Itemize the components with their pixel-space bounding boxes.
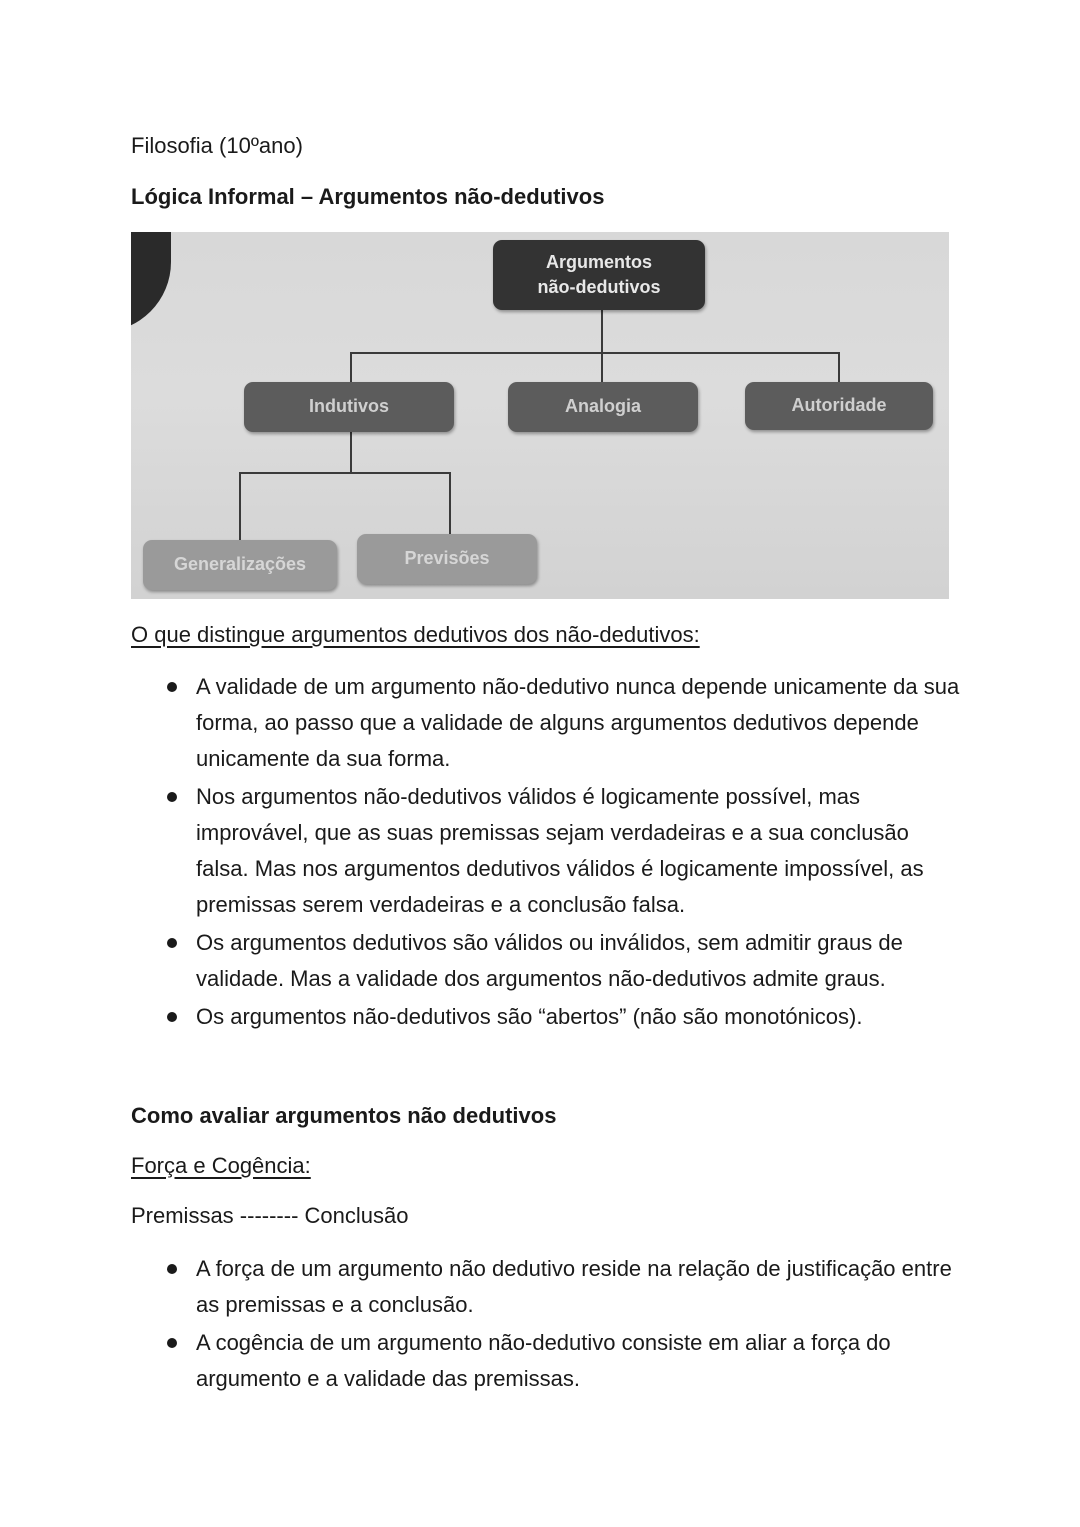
connector-line	[350, 352, 840, 354]
list-item: A cogência de um argumento não-dedutivo consiste em aliar a força do argumento e a validade das premissas.	[131, 1325, 961, 1397]
list-item: A força de um argumento não dedutivo reside na relação de justificação entre as premissas e a conclusão.	[131, 1251, 961, 1323]
list-item: Nos argumentos não-dedutivos válidos é logicamente possível, mas improvável, que as suas premissas sejam verdadeiras e a sua conclusão falsa. Mas nos argumentos dedutivos válidos é logicamente impossível, as premissas serem verdadeiras e a conclusão falsa.	[131, 779, 961, 923]
connector-line	[239, 472, 241, 542]
connector-line	[449, 472, 451, 534]
connector-line	[239, 472, 451, 474]
diagram-node-indutivos: Indutivos	[244, 382, 454, 432]
list-item: A validade de um argumento não-dedutivo nunca depende unicamente da sua forma, ao passo que a validade de alguns argumentos dedutivos depende unicamente da sua forma.	[131, 669, 961, 777]
list-item: Os argumentos dedutivos são válidos ou inválidos, sem admitir graus de validade. Mas a validade dos argumentos não-dedutivos admite graus.	[131, 925, 961, 997]
distinction-list	[131, 669, 961, 1037]
diagram-node-previsoes: Previsões	[357, 534, 537, 584]
section-heading-evaluation: Como avaliar argumentos não dedutivos	[131, 1103, 557, 1128]
section-heading-distinction: O que distingue argumentos dedutivos dos não-dedutivos:	[131, 622, 700, 647]
premises-conclusion-relation: Premissas -------- Conclusão	[131, 1203, 409, 1228]
list-item: Os argumentos não-dedutivos são “abertos” (não são monotónicos).	[131, 999, 961, 1035]
connector-line	[350, 432, 352, 472]
evaluation-list	[131, 1251, 961, 1399]
page-title: Lógica Informal – Argumentos não-dedutivos	[131, 184, 605, 209]
connector-line	[838, 352, 840, 384]
connector-line	[601, 352, 603, 384]
diagram-node-analogia: Analogia	[508, 382, 698, 432]
course-label: Filosofia (10ºano)	[131, 133, 303, 158]
diagram-image	[131, 232, 949, 599]
diagram-node-generalizacoes: Generalizações	[143, 540, 337, 590]
diagram-node-root: Argumentos não-dedutivos	[493, 240, 705, 310]
connector-line	[601, 310, 603, 354]
photo-corner-shadow	[131, 232, 171, 332]
subheading-strength-cogency: Força e Cogência:	[131, 1153, 311, 1178]
diagram-node-autoridade: Autoridade	[745, 382, 933, 430]
connector-line	[350, 352, 352, 384]
